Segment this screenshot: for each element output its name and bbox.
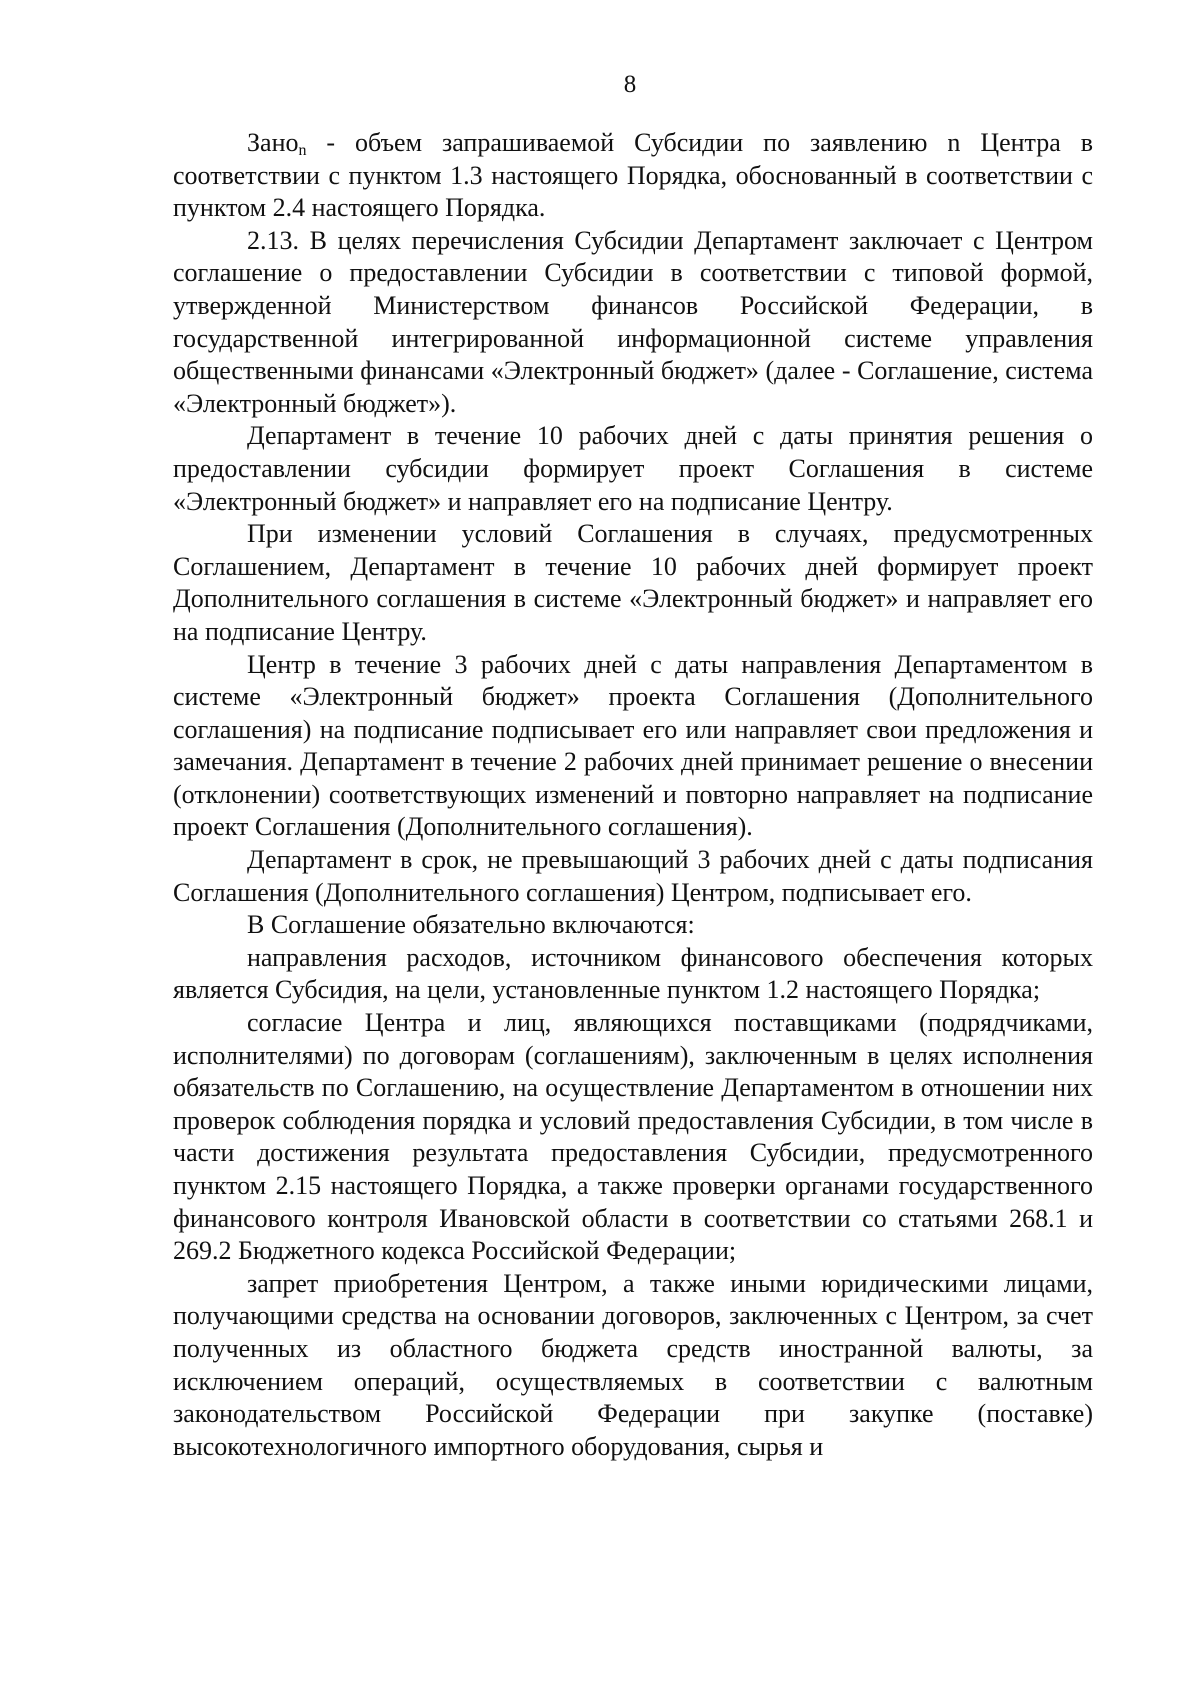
- formula-symbol: Зано: [247, 128, 299, 157]
- formula-subscript: n: [298, 142, 307, 159]
- formula-definition-paragraph: [173, 127, 1093, 225]
- page-number: 8: [623, 71, 637, 98]
- list-item-currency-prohibition: запрет приобретения Центром, а также иными юридическими лицами, получающими средства на основании договоров, заключенных с Центром, за счет полученных из областного бюджета средств иностранной валюты, за исключением операций, осуществляемых в соответствии с валютным законодательством Российской Федерации при закупке (поставке) высокотехнологичного импортного оборудования, сырья и: [173, 1268, 1093, 1461]
- formula-definition-text: - объем запрашиваемой Субсидии по заявлению n Центра в соответствии с пунктом 1.3 настоящего Порядка, обоснованный в соответствии с пунктом 2.4 настоящего Порядка.: [173, 128, 1093, 223]
- list-item-consent-inspections: согласие Центра и лиц, являющихся поставщиками (подрядчиками, исполнителями) по договорам (соглашениям), заключенным в целях исполнения обязательств по Соглашению, на осуществление Департаментом в отношении них проверок соблюдения порядка и условий предоставления Субсидии, в том числе в части достижения результата предоставления Субсидии, предусмотренного пунктом 2.15 настоящего Порядка, а также проверки органами государственного финансового контроля Ивановской области в соответствии со статьями 268.1 и 269.2 Бюджетного кодекса Российской Федерации;: [173, 1008, 1093, 1266]
- paragraph-center-signing: Центр в течение 3 рабочих дней с даты направления Департаментом в системе «Электронный бюджет» проекта Соглашения (Дополнительного соглашения) на подписание подписывает его или направляет свои предложения и замечания. Департамент в течение 2 рабочих дней принимает решение о внесении (отклонении) соответствующих изменений и повторно направляет на подписание проект Соглашения (Дополнительного соглашения).: [173, 649, 1093, 842]
- paragraph-agreement-changes: При изменении условий Соглашения в случаях, предусмотренных Соглашением, Департамент в течение 10 рабочих дней формирует проект Дополнительного соглашения в системе «Электронный бюджет» и направляет его на подписание Центру.: [173, 519, 1093, 646]
- paragraph-2-13: 2.13. В целях перечисления Субсидии Департамент заключает с Центром соглашение о предоставлении Субсидии в соответствии с типовой формой, утвержденной Министерством финансов Российской Федерации, в государственной интегрированной информационной системе управления общественными финансами «Электронный бюджет» (далее - Соглашение, система «Электронный бюджет»).: [173, 225, 1093, 418]
- list-item-expense-directions: направления расходов, источником финансового обеспечения которых является Субсидия, на цели, установленные пунктом 1.2 настоящего Порядка;: [173, 942, 1093, 1005]
- paragraph-department-signing: Департамент в срок, не превышающий 3 рабочих дней с даты подписания Соглашения (Дополнительного соглашения) Центром, подписывает его.: [173, 845, 1093, 907]
- paragraph-agreement-includes: В Соглашение обязательно включаются:: [247, 910, 695, 940]
- paragraph-agreement-preparation: Департамент в течение 10 рабочих дней с даты принятия решения о предоставлении субсидии формирует проект Соглашения в системе «Электронный бюджет» и направляет его на подписание Центру.: [173, 421, 1093, 516]
- document-body: [173, 127, 1093, 1463]
